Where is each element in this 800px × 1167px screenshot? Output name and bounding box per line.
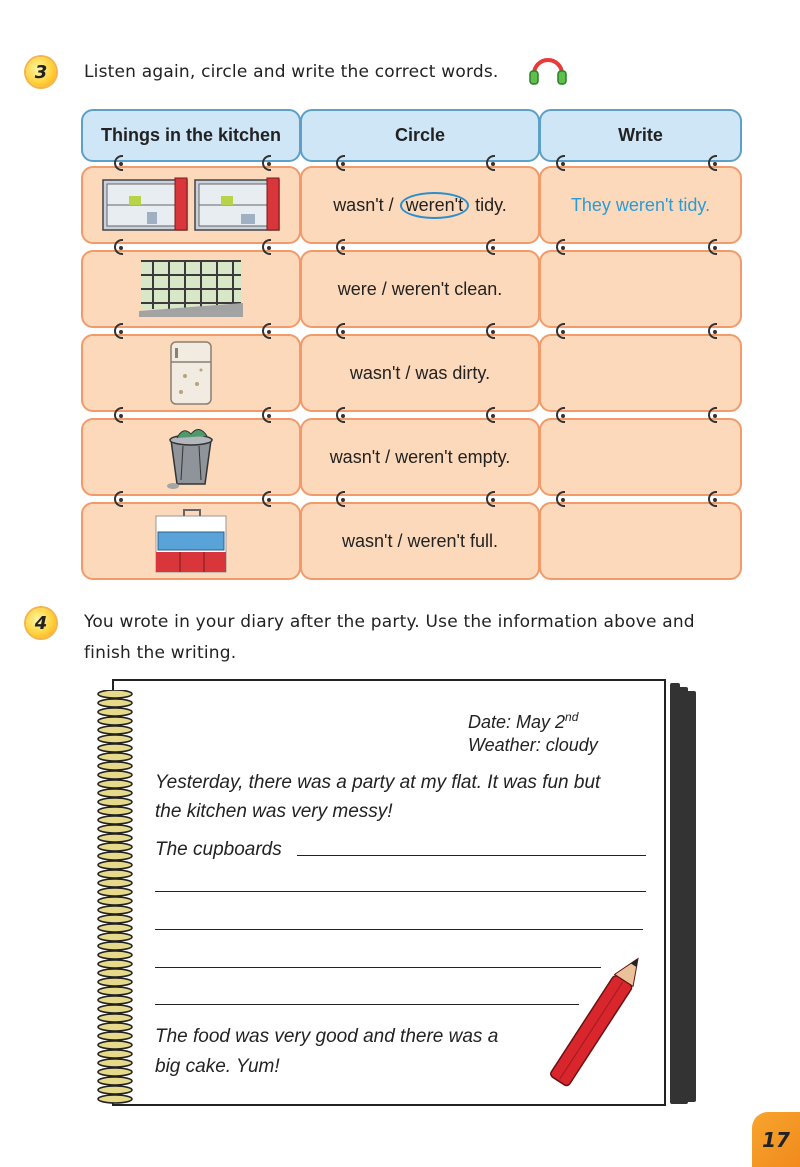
- fridge-icon: [167, 340, 215, 406]
- spiral-coil: [98, 825, 132, 833]
- diary-prompt: The cupboards: [155, 839, 282, 860]
- spiral-coil: [98, 1077, 132, 1085]
- row4-circle[interactable]: [300, 418, 540, 496]
- spiral-coil: [98, 1095, 132, 1103]
- ring-hook: [262, 239, 271, 255]
- sink-icon: [154, 508, 228, 574]
- exercise-4-instruction-line1: You wrote in your diary after the party. Use the information above and: [84, 612, 695, 632]
- spiral-coil: [98, 735, 132, 743]
- spiral-coil: [98, 978, 132, 986]
- row1-write[interactable]: [539, 166, 742, 244]
- diary-intro-line2: the kitchen was very messy!: [155, 801, 393, 822]
- ring-hook: [708, 407, 717, 423]
- ring-hook: [708, 239, 717, 255]
- notebook-page-edge: [670, 683, 680, 1104]
- row4-write[interactable]: [539, 418, 742, 496]
- spiral-coil: [98, 708, 132, 716]
- header-things: [81, 109, 301, 162]
- row3-thing: [81, 334, 301, 412]
- row1-circle-before: wasn't /: [333, 194, 399, 215]
- writing-line-2[interactable]: [155, 891, 646, 892]
- spiral-coil: [98, 897, 132, 905]
- ring-hook: [262, 155, 271, 171]
- spiral-coil: [98, 1032, 132, 1040]
- spiral-coil: [98, 690, 132, 698]
- spiral-coil: [98, 753, 132, 761]
- exercise-3-instruction: Listen again, circle and write the correct words.: [84, 62, 499, 82]
- spiral-binding-icon: [94, 690, 136, 1105]
- row2-thing: [81, 250, 301, 328]
- row5-circle-text: wasn't / weren't full.: [342, 530, 498, 551]
- spiral-coil: [98, 726, 132, 734]
- ring-hook: [556, 491, 565, 507]
- ring-hook: [708, 155, 717, 171]
- spiral-coil: [98, 906, 132, 914]
- ring-hook: [336, 155, 345, 171]
- spiral-coil: [98, 987, 132, 995]
- spiral-coil: [98, 915, 132, 923]
- row4-circle-text: wasn't / weren't empty.: [329, 446, 511, 467]
- ring-hook: [486, 239, 495, 255]
- spiral-coil: [98, 798, 132, 806]
- spiral-coil: [98, 1014, 132, 1022]
- ring-hook: [336, 239, 345, 255]
- ring-hook: [556, 239, 565, 255]
- header-things-label: Things in the kitchen: [100, 125, 281, 145]
- ring-hook: [486, 155, 495, 171]
- spiral-coil: [98, 789, 132, 797]
- spiral-coil: [98, 1041, 132, 1049]
- ring-hook: [556, 323, 565, 339]
- spiral-coil: [98, 744, 132, 752]
- spiral-coil: [98, 771, 132, 779]
- rubbish-bin-icon: [159, 424, 223, 490]
- ring-hook: [114, 323, 123, 339]
- spiral-coil: [98, 951, 132, 959]
- spiral-coil: [98, 969, 132, 977]
- writing-line-3[interactable]: [155, 929, 643, 930]
- diary-intro-line1: Yesterday, there was a party at my flat. It was fun but: [155, 772, 601, 793]
- ring-hook: [114, 155, 123, 171]
- ring-hook: [486, 323, 495, 339]
- ring-hook: [556, 407, 565, 423]
- row1-thing: [81, 166, 301, 244]
- diary-ending-line1: The food was very good and there was a: [155, 1026, 499, 1047]
- exercise-4-instruction-line2: finish the writing.: [84, 643, 237, 663]
- row2-circle[interactable]: [300, 250, 540, 328]
- page-number-text: 17: [762, 1127, 790, 1152]
- ring-hook: [336, 491, 345, 507]
- spiral-coil: [98, 1086, 132, 1094]
- spiral-coil: [98, 933, 132, 941]
- ring-hook: [262, 491, 271, 507]
- wall-tiles-icon: [139, 259, 243, 319]
- spiral-coil: [98, 762, 132, 770]
- spiral-coil: [98, 924, 132, 932]
- diary-date-sup: nd: [565, 710, 579, 724]
- row1-circle-after: tidy.: [470, 194, 507, 215]
- spiral-coil: [98, 852, 132, 860]
- pencil-icon: [533, 942, 663, 1102]
- exercise-3-number: 3: [34, 61, 48, 83]
- spiral-coil: [98, 861, 132, 869]
- spiral-coil: [98, 717, 132, 725]
- spiral-coil: [98, 996, 132, 1004]
- spiral-coil: [98, 870, 132, 878]
- ring-hook: [336, 407, 345, 423]
- exercise-4-badge: [26, 608, 56, 638]
- spiral-coil: [98, 699, 132, 707]
- row3-circle-text: wasn't / was dirty.: [349, 362, 491, 383]
- ring-hook: [708, 491, 717, 507]
- writing-line-5[interactable]: [155, 1004, 579, 1005]
- spiral-coil: [98, 807, 132, 815]
- writing-line-1[interactable]: [297, 855, 646, 856]
- cupboards-icon: [101, 176, 281, 234]
- spiral-coil: [98, 1050, 132, 1058]
- spiral-coil: [98, 843, 132, 851]
- exercise-3-badge: [26, 57, 56, 87]
- spiral-coil: [98, 1068, 132, 1076]
- diary-date-label: Date: May 2: [468, 712, 566, 732]
- header-circle: [300, 109, 540, 162]
- row3-write[interactable]: [539, 334, 742, 412]
- row2-circle-text: were / weren't clean.: [337, 278, 503, 299]
- spiral-coil: [98, 1059, 132, 1067]
- row1-circle[interactable]: [300, 166, 540, 244]
- ring-hook: [114, 491, 123, 507]
- row5-circle[interactable]: [300, 502, 540, 580]
- page-number: [752, 1112, 800, 1167]
- ring-hook: [486, 491, 495, 507]
- spiral-coil: [98, 834, 132, 842]
- spiral-coil: [98, 816, 132, 824]
- row4-thing: [81, 418, 301, 496]
- ring-hook: [262, 323, 271, 339]
- row3-circle[interactable]: [300, 334, 540, 412]
- ring-hook: [114, 239, 123, 255]
- spiral-coil: [98, 1005, 132, 1013]
- header-write: [539, 109, 742, 162]
- exercise-4-number: 4: [34, 612, 48, 634]
- spiral-coil: [98, 888, 132, 896]
- spiral-coil: [98, 960, 132, 968]
- ring-hook: [556, 155, 565, 171]
- row5-thing: [81, 502, 301, 580]
- circled-answer: weren't: [400, 192, 469, 219]
- diary-ending-line2: big cake. Yum!: [155, 1056, 280, 1077]
- ring-hook: [486, 407, 495, 423]
- spiral-coil: [98, 879, 132, 887]
- row5-write[interactable]: [539, 502, 742, 580]
- spiral-coil: [98, 780, 132, 788]
- headphones-icon: [528, 52, 568, 88]
- ring-hook: [708, 323, 717, 339]
- ring-hook: [114, 407, 123, 423]
- ring-hook: [336, 323, 345, 339]
- spiral-coil: [98, 942, 132, 950]
- ring-hook: [262, 407, 271, 423]
- header-circle-label: Circle: [394, 125, 446, 145]
- row2-write[interactable]: [539, 250, 742, 328]
- diary-weather: Weather: cloudy: [468, 735, 598, 755]
- spiral-coil: [98, 1023, 132, 1031]
- row1-write-answer: They weren't tidy.: [570, 194, 711, 215]
- header-write-label: Write: [618, 125, 663, 145]
